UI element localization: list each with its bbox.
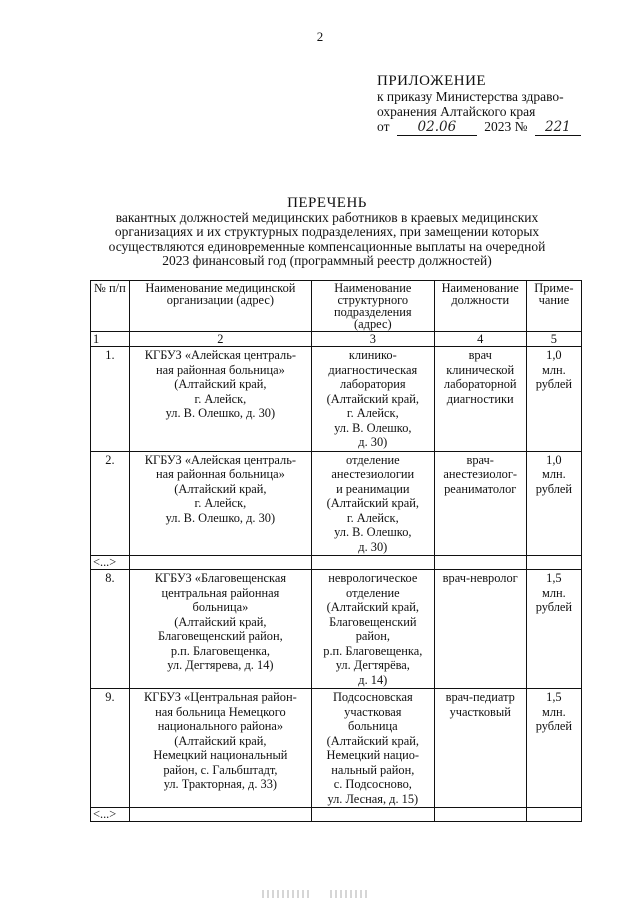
cell-line: район, с. Гальбштадт, <box>163 762 278 777</box>
cell-line: д. 30) <box>358 539 388 554</box>
cell-line: Немецкий нацио- <box>326 748 420 762</box>
empty-cell <box>434 808 526 822</box>
empty-cell <box>129 808 311 822</box>
title-line-1: вакантных должностей медицинских работников в краевых медицинских <box>115 209 539 225</box>
ellipsis-marker: <...> <box>91 808 130 822</box>
row-number: 1. <box>91 347 130 452</box>
appendix-line-2: охранения Алтайского края <box>377 104 536 119</box>
footer-stamp-mark <box>262 890 310 898</box>
note-cell <box>526 689 581 808</box>
cell-line: ная больница Немецкого <box>155 704 286 719</box>
header-note: Приме-чание <box>526 281 581 332</box>
cell-line: лаборатория <box>340 377 406 391</box>
positions-table <box>90 280 582 822</box>
structural-unit-cell <box>311 451 434 556</box>
note-cell <box>526 570 581 689</box>
cell-line: центральная районная <box>161 585 280 600</box>
cell-line: анестезиологии <box>331 467 415 481</box>
table-row <box>91 347 582 452</box>
cell-line: район, <box>355 629 390 643</box>
cell-line: врач- <box>466 452 494 467</box>
cell-line: (Алтайский край, <box>174 614 267 629</box>
table-header-row <box>91 281 582 332</box>
cell-line: анестезиолог- <box>443 467 518 481</box>
ellipsis-row <box>91 808 582 822</box>
from-label: от <box>377 119 390 134</box>
cell-line: (Алтайский край, <box>326 733 419 748</box>
column-number: 1 <box>91 332 130 347</box>
position-cell <box>434 451 526 556</box>
cell-line: р.п. Благовещенка, <box>170 643 270 658</box>
row-number: 2. <box>91 451 130 556</box>
cell-line: Подсосновская <box>332 690 413 704</box>
table-body <box>91 347 582 822</box>
cell-line: ная районная больница» <box>156 362 285 377</box>
cell-line: Благовещенский район, <box>158 629 283 643</box>
title-line-3: осуществляются единовременные компенсационные выплаты на очередной <box>108 238 546 254</box>
cell-line: млн. <box>541 362 566 377</box>
cell-line: 1,0 <box>546 348 562 362</box>
table-row <box>91 570 582 689</box>
title-line-2: организациях и их структурных подразделениях, при замещении которых <box>114 224 540 239</box>
cell-line: ул. Тракторная, д. 33) <box>163 777 278 791</box>
header-organization: Наименование медицинской организации (адрес) <box>129 281 311 332</box>
cell-line: КГБУЗ «Алейская централь- <box>144 348 296 362</box>
ellipsis-marker: <...> <box>91 556 130 570</box>
row-number: 9. <box>91 689 130 808</box>
cell-line: г. Алейск, <box>346 510 399 525</box>
cell-line: лабораторной <box>443 377 517 391</box>
cell-line: национального района» <box>157 719 284 733</box>
cell-line: отделение <box>346 585 400 600</box>
cell-line: (Алтайский край, <box>326 391 419 406</box>
cell-line: нальный район, <box>331 762 415 777</box>
organization-cell <box>129 347 311 452</box>
cell-line: 1,5 <box>546 571 562 585</box>
cell-line: диагностическая <box>328 362 418 377</box>
cell-line: диагностики <box>446 391 514 406</box>
cell-line: (Алтайский край, <box>174 377 267 391</box>
structural-unit-cell <box>311 347 434 452</box>
cell-line: рублей <box>535 719 573 733</box>
cell-line: г. Алейск, <box>194 391 247 406</box>
empty-cell <box>129 556 311 570</box>
appendix-date-line <box>377 119 617 136</box>
header-position: Наименование должности <box>434 281 526 332</box>
note-cell <box>526 451 581 556</box>
cell-line: ул. В. Олешко, д. 30) <box>165 510 276 525</box>
cell-line: клинической <box>446 362 515 377</box>
cell-line: врач-педиатр <box>445 690 515 704</box>
empty-cell <box>311 556 434 570</box>
cell-line: реаниматолог <box>444 481 517 496</box>
position-cell <box>434 570 526 689</box>
cell-line: участковая <box>344 704 402 719</box>
empty-cell <box>526 808 581 822</box>
handwritten-order-number: 221 <box>535 120 581 136</box>
cell-line: д. 30) <box>358 435 388 449</box>
header-number: № п/п <box>91 281 130 332</box>
cell-line: ул. Лесная, д. 15) <box>327 791 419 806</box>
cell-line: г. Алейск, <box>346 406 399 420</box>
empty-cell <box>311 808 434 822</box>
page-number: 2 <box>316 29 324 44</box>
appendix-line-1: к приказу Министерства здраво- <box>377 89 564 104</box>
cell-line: Благовещенский <box>329 614 417 629</box>
cell-line: (Алтайский край, <box>326 600 419 614</box>
cell-line: врач <box>468 348 492 362</box>
cell-line: млн. <box>541 704 566 719</box>
cell-line: врач-невролог <box>442 571 518 585</box>
column-number: 4 <box>434 332 526 347</box>
table-row <box>91 451 582 556</box>
cell-line: р.п. Благовещенка, <box>323 643 423 658</box>
cell-line: 1,5 <box>546 690 562 704</box>
empty-cell <box>526 556 581 570</box>
title-main: ПЕРЕЧЕНЬ <box>287 195 367 211</box>
empty-cell <box>434 556 526 570</box>
column-numbers-row <box>91 332 582 347</box>
cell-line: 1,0 <box>546 452 562 467</box>
cell-line: больница <box>348 719 398 733</box>
appendix-block <box>377 74 617 136</box>
cell-line: ул. Дегтярёва, <box>335 658 410 672</box>
handwritten-date: 02.06 <box>397 120 477 136</box>
year-label: 2023 № <box>484 119 528 134</box>
cell-line: рублей <box>535 600 573 614</box>
cell-line: ная районная больница» <box>156 467 285 481</box>
header-structural-unit: Наименование структурного подразделения (адрес) <box>311 281 434 332</box>
cell-line: неврологическое <box>328 571 418 585</box>
document-title <box>92 196 562 269</box>
structural-unit-cell <box>311 570 434 689</box>
cell-line: с. Подсосново, <box>333 777 412 791</box>
cell-line: КГБУЗ «Алейская централь- <box>144 452 296 467</box>
cell-line: клинико- <box>348 348 397 362</box>
appendix-heading: ПРИЛОЖЕНИЕ <box>377 73 487 89</box>
cell-line: (Алтайский край, <box>174 481 267 496</box>
table-row <box>91 689 582 808</box>
cell-line: д. 14) <box>358 672 388 687</box>
cell-line: г. Алейск, <box>194 496 247 510</box>
cell-line: ул. В. Олешко, д. 30) <box>165 406 276 420</box>
cell-line: Немецкий национальный <box>153 748 288 762</box>
footer-stamp-mark <box>330 890 368 898</box>
cell-line: ул. Дегтярева, д. 14) <box>167 658 274 672</box>
cell-line: больница» <box>192 600 249 614</box>
row-number: 8. <box>91 570 130 689</box>
cell-line: отделение <box>346 452 400 467</box>
cell-line: млн. <box>541 467 566 481</box>
column-number: 3 <box>311 332 434 347</box>
cell-line: КГБУЗ «Благовещенская <box>154 571 287 585</box>
ellipsis-row <box>91 556 582 570</box>
organization-cell <box>129 689 311 808</box>
cell-line: рублей <box>535 481 573 496</box>
organization-cell <box>129 570 311 689</box>
column-number: 2 <box>129 332 311 347</box>
cell-line: (Алтайский край, <box>174 733 267 748</box>
cell-line: млн. <box>541 585 566 600</box>
organization-cell <box>129 451 311 556</box>
title-line-4: 2023 финансовый год (программный реестр должностей) <box>162 253 492 268</box>
cell-line: ул. В. Олешко, <box>334 420 412 435</box>
cell-line: участковый <box>449 704 511 719</box>
cell-line: (Алтайский край, <box>326 496 419 510</box>
cell-line: рублей <box>535 377 573 391</box>
structural-unit-cell <box>311 689 434 808</box>
cell-line: и реанимации <box>336 481 410 496</box>
cell-line: ул. В. Олешко, <box>334 525 412 539</box>
note-cell <box>526 347 581 452</box>
position-cell <box>434 347 526 452</box>
cell-line: КГБУЗ «Центральная район- <box>144 690 297 704</box>
position-cell <box>434 689 526 808</box>
column-number: 5 <box>526 332 581 347</box>
